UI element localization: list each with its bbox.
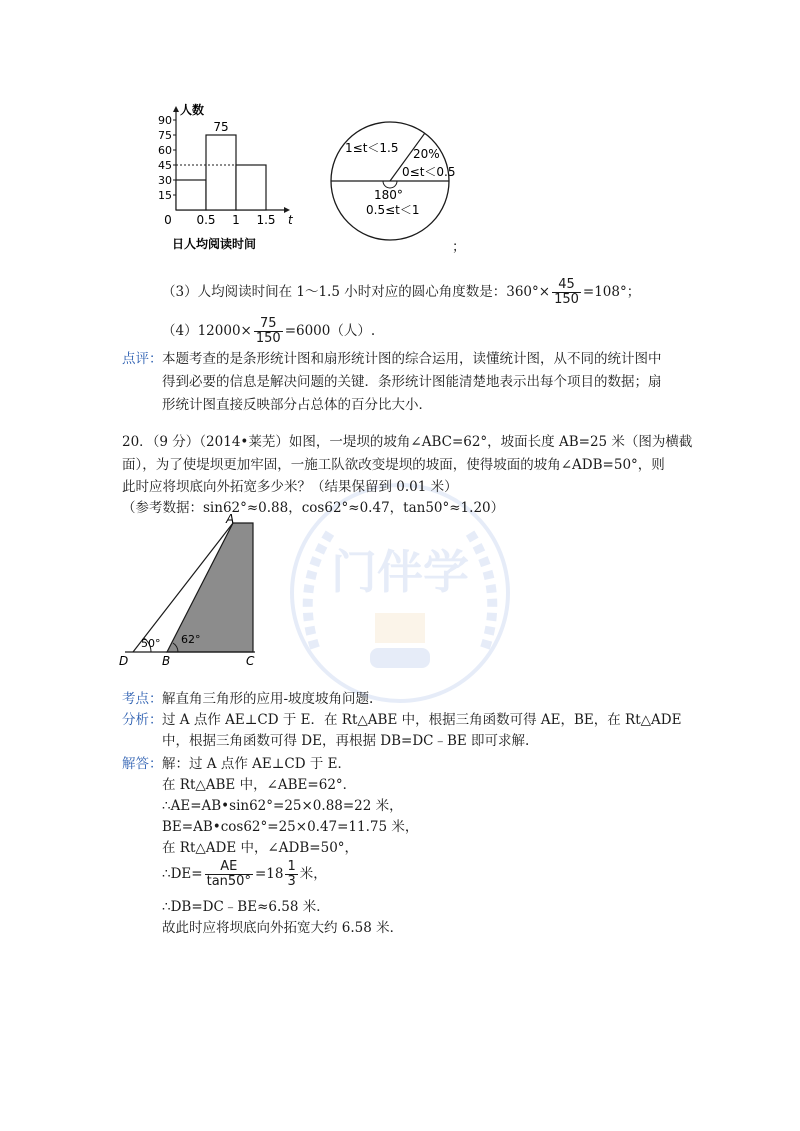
kaodian-label: 考点： xyxy=(122,691,163,707)
part4-line xyxy=(162,314,375,348)
dam-figure xyxy=(115,513,275,673)
y-tick-label: 75 xyxy=(158,129,172,142)
de-frac-den: 3 xyxy=(287,874,296,889)
pie-label-b-pct: 20% xyxy=(413,147,440,161)
part4-den: 150 xyxy=(255,331,281,346)
label-C: C xyxy=(246,654,255,668)
pie-label-c: 0.5≤t＜1 xyxy=(366,203,420,217)
bar-value-label: 75 xyxy=(213,120,229,134)
comment-line-1: 本题考查的是条形统计图和扇形统计图的综合运用，读懂统计图，从不同的统计图中 xyxy=(162,351,662,367)
y-axis-label: 人数 xyxy=(180,103,205,117)
y-tick-label: 60 xyxy=(158,144,172,157)
problem20-line-2: 面），为了使堤坝更加牢固，一施工队欲改变堤坝的坡面，使得坡面的坡角∠ADB=50°，则 xyxy=(122,457,665,473)
de-den: tan50° xyxy=(206,874,251,889)
fenxi-line-2: 中，根据三角函数可得 DE，再根据 DB=DC﹣BE 即可求解. xyxy=(162,733,530,749)
fenxi-label: 分析： xyxy=(122,712,163,728)
jieda-line-1: 解：过 A 点作 AE⊥CD 于 E． xyxy=(162,756,352,772)
pie-label-c-angle: 180° xyxy=(374,188,403,202)
x-axis-variable: t xyxy=(288,213,293,227)
part4-fraction xyxy=(254,317,283,346)
bar xyxy=(176,180,206,210)
de-frac-num: 1 xyxy=(287,859,296,874)
part4-prefix: （4）12000× xyxy=(162,323,252,339)
bar xyxy=(206,135,236,210)
de-num: AE xyxy=(205,860,253,875)
label-D: D xyxy=(119,654,129,668)
problem20-line-1: 20．（9 分）（2014•莱芜）如图，一堤坝的坡角∠ABC=62°，坡面长度 AB=25 米（图为横截 xyxy=(122,434,693,450)
y-axis-arrow xyxy=(173,106,179,112)
semicolon: ； xyxy=(452,239,466,255)
de-mid: =18 xyxy=(254,866,284,882)
label-A: A xyxy=(226,512,235,526)
watermark-text: 门伴学 xyxy=(331,545,469,599)
jieda-line-5: 在 Rt△ADE 中，∠ADB=50°， xyxy=(162,840,359,856)
y-tick-label: 45 xyxy=(158,159,172,172)
de-mixed-fraction xyxy=(285,860,297,889)
pie-label-a: 1≤t＜1.5 xyxy=(345,141,399,155)
jieda-line-3: ∴AE=AB•sin62°=25×0.88=22 米， xyxy=(162,798,403,814)
part3-den: 150 xyxy=(554,292,579,307)
de-prefix: ∴DE= xyxy=(162,866,203,882)
part3-line xyxy=(162,275,640,309)
kaodian-text: 解直角三角形的应用-坡度坡角问题. xyxy=(162,691,374,707)
comment-line-3: 形统计图直接反映部分占总体的百分比大小． xyxy=(162,397,432,413)
label-B: B xyxy=(162,654,171,668)
angle-50-label: 50° xyxy=(141,637,161,650)
x-tick-label: 0 xyxy=(164,213,172,227)
y-tick-label: 30 xyxy=(158,174,172,187)
part4-suffix: =6000（人）. xyxy=(284,323,376,339)
comment-line-2: 得到必要的信息是解决问题的关键．条形统计图能清楚地表示出每个项目的数据；扇 xyxy=(162,374,662,390)
part3-fraction xyxy=(552,278,581,307)
pie-label-b: 0≤t＜0.5 xyxy=(402,165,456,179)
part4-num: 75 xyxy=(254,317,283,332)
angle-62-label: 62° xyxy=(181,633,201,646)
fenxi-line-1: 过 A 点作 AE⊥CD 于 E．在 Rt△ABE 中，根据三角函数可得 AE，BE，在 Rt△ADE xyxy=(162,712,682,728)
x-tick-label: 0.5 xyxy=(196,213,216,227)
x-tick-label: 1 xyxy=(232,213,240,227)
bar-chart xyxy=(150,100,293,258)
jieda-de-line xyxy=(162,857,327,891)
jieda-line-2: 在 Rt△ABE 中，∠ABE=62°． xyxy=(162,777,357,793)
jieda-final-1: ∴DB=DC﹣BE≈6.58 米． xyxy=(162,899,330,915)
x-axis-caption: 日人均阅读时间 xyxy=(172,237,257,251)
part3-prefix: （3）人均阅读时间在 1～1.5 小时对应的圆心角度数是：360°× xyxy=(162,284,551,300)
y-tick-label: 15 xyxy=(158,189,172,202)
jieda-final-2: 故此时应将坝底向外拓宽大约 6.58 米． xyxy=(162,920,404,936)
problem20-line-3: 此时应将坝底向外拓宽多少米？（结果保留到 0.01 米） xyxy=(122,479,458,495)
part3-suffix: =108°； xyxy=(582,284,641,300)
pie-chart xyxy=(325,120,460,250)
part3-num: 45 xyxy=(552,278,581,293)
jieda-line-4: BE=AB•cos62°=25×0.47=11.75 米， xyxy=(162,819,419,835)
x-tick-label: 1.5 xyxy=(256,213,276,227)
problem20-line-4: （参考数据：sin62°≈0.88，cos62°≈0.47，tan50°≈1.20） xyxy=(122,500,505,516)
y-tick-label: 90 xyxy=(158,114,172,127)
bar xyxy=(236,165,266,210)
de-suffix: 米， xyxy=(299,866,327,882)
jieda-label: 解答： xyxy=(122,756,163,772)
comment-label: 点评： xyxy=(122,351,163,367)
de-fraction xyxy=(205,860,253,889)
